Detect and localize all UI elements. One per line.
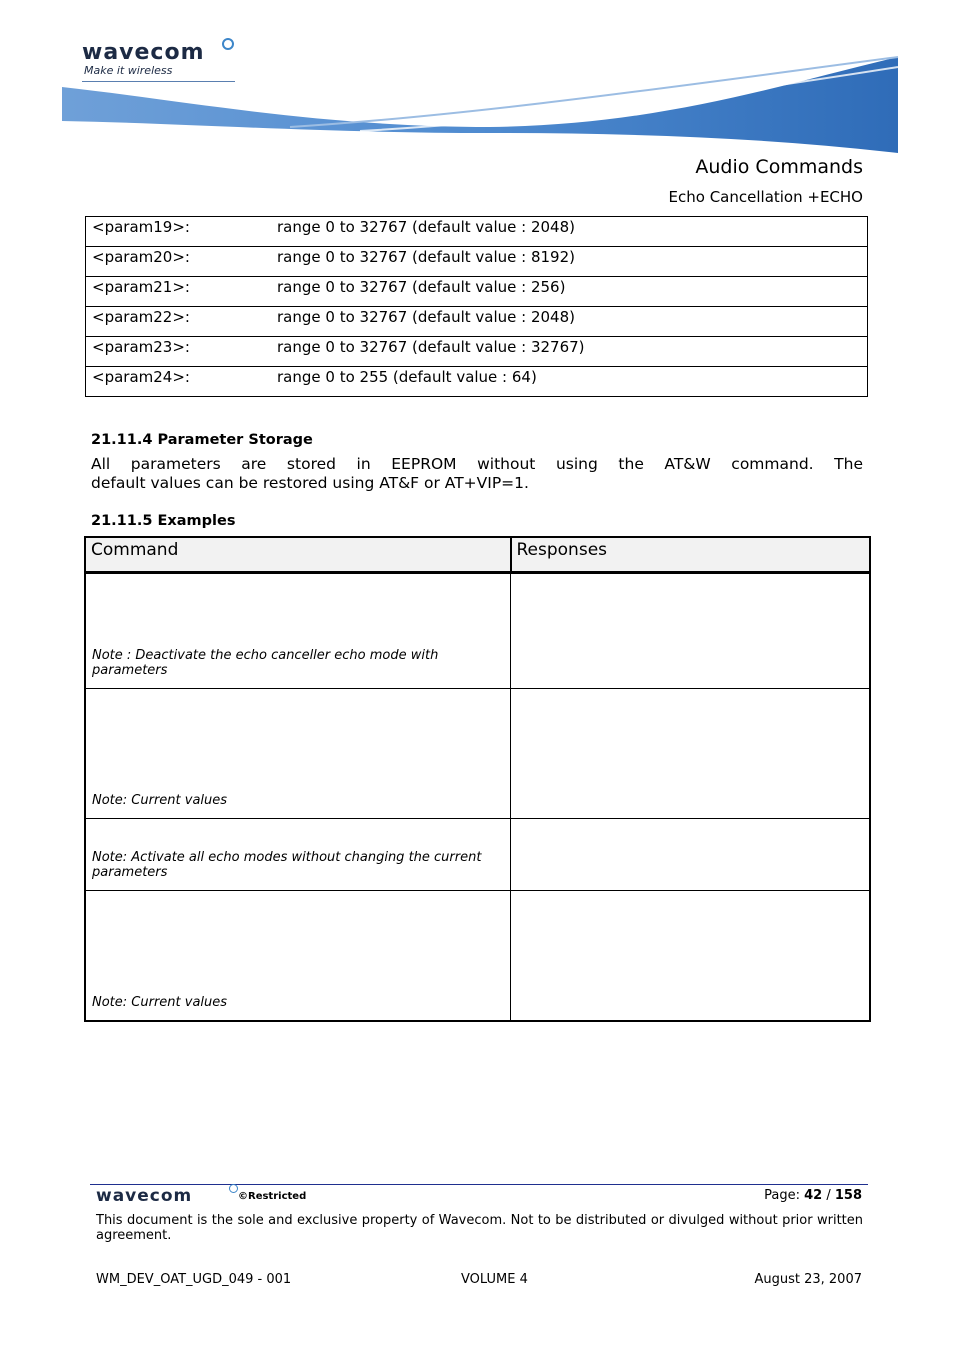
param-desc: range 0 to 32767 (default value : 32767) [271, 337, 868, 367]
table-row [85, 891, 870, 1021]
table-header-row [85, 537, 870, 573]
param-desc: range 0 to 32767 (default value : 8192) [271, 247, 868, 277]
page-title: Audio Commands [695, 156, 863, 178]
table-row [85, 689, 870, 819]
table-row [86, 367, 868, 397]
confidentiality-notice: This document is the sole and exclusive property of Wavecom. Not to be distributed or divulged without prior written agreement. [96, 1213, 863, 1243]
document-id: WM_DEV_OAT_UGD_049 - 001 [96, 1272, 292, 1287]
table-row [85, 573, 870, 689]
command-note: Note: Activate all echo modes without changing the current parameters [92, 850, 482, 880]
page-label: Page: [764, 1188, 805, 1203]
command-cell [85, 573, 511, 689]
table-row [86, 307, 868, 337]
wavecom-logo: wavecom [82, 40, 205, 65]
param-desc: range 0 to 32767 (default value : 2048) [271, 217, 868, 247]
param-desc: range 0 to 32767 (default value : 2048) [271, 307, 868, 337]
table-row [86, 337, 868, 367]
param-name: <param24>: [86, 367, 272, 397]
logo-tagline: Make it wireless [84, 64, 173, 77]
page-total: 158 [834, 1188, 862, 1203]
storage-line-1: All parameters are stored in EEPROM without using the AT&W command. The [91, 455, 863, 473]
footer-logo-mark-icon [229, 1184, 238, 1193]
storage-paragraph [91, 455, 863, 493]
restricted-label: ©Restricted [238, 1191, 307, 1202]
table-row [85, 819, 870, 891]
table-row [86, 247, 868, 277]
column-header-command: Command [85, 537, 511, 573]
command-cell [85, 689, 511, 819]
table-row [86, 217, 868, 247]
param-desc: range 0 to 255 (default value : 64) [271, 367, 868, 397]
logo-mark-icon [222, 38, 234, 50]
table-row [86, 277, 868, 307]
volume-label: VOLUME 4 [461, 1272, 528, 1287]
header-swoosh [60, 55, 900, 155]
page-current: 42 [804, 1188, 823, 1203]
footer-wavecom-logo: wavecom [96, 1186, 193, 1206]
command-note: Note: Current values [92, 793, 228, 808]
response-cell [511, 891, 871, 1021]
param-name: <param22>: [86, 307, 272, 337]
command-cell [85, 819, 511, 891]
response-cell [511, 819, 871, 891]
section-heading-storage: 21.11.4 Parameter Storage [91, 432, 313, 448]
param-name: <param20>: [86, 247, 272, 277]
response-cell [511, 573, 871, 689]
footer-rule [90, 1184, 868, 1185]
param-name: <param19>: [86, 217, 272, 247]
parameter-table [85, 216, 868, 397]
param-desc: range 0 to 32767 (default value : 256) [271, 277, 868, 307]
section-heading-examples: 21.11.5 Examples [91, 513, 236, 529]
storage-line-2: default values can be restored using AT&F or AT+VIP=1. [91, 474, 529, 492]
param-name: <param21>: [86, 277, 272, 307]
page-subtitle: Echo Cancellation +ECHO [668, 188, 863, 206]
param-name: <param23>: [86, 337, 272, 367]
command-note: Note: Current values [92, 994, 228, 1010]
response-cell [511, 689, 871, 819]
examples-table [84, 536, 871, 1022]
command-note: Note : Deactivate the echo canceller echo mode with parameters [92, 648, 439, 678]
page-separator: / [822, 1188, 835, 1203]
column-header-responses: Responses [511, 537, 871, 573]
command-cell [85, 891, 511, 1021]
page-number [764, 1188, 862, 1203]
document-date: August 23, 2007 [754, 1272, 862, 1287]
